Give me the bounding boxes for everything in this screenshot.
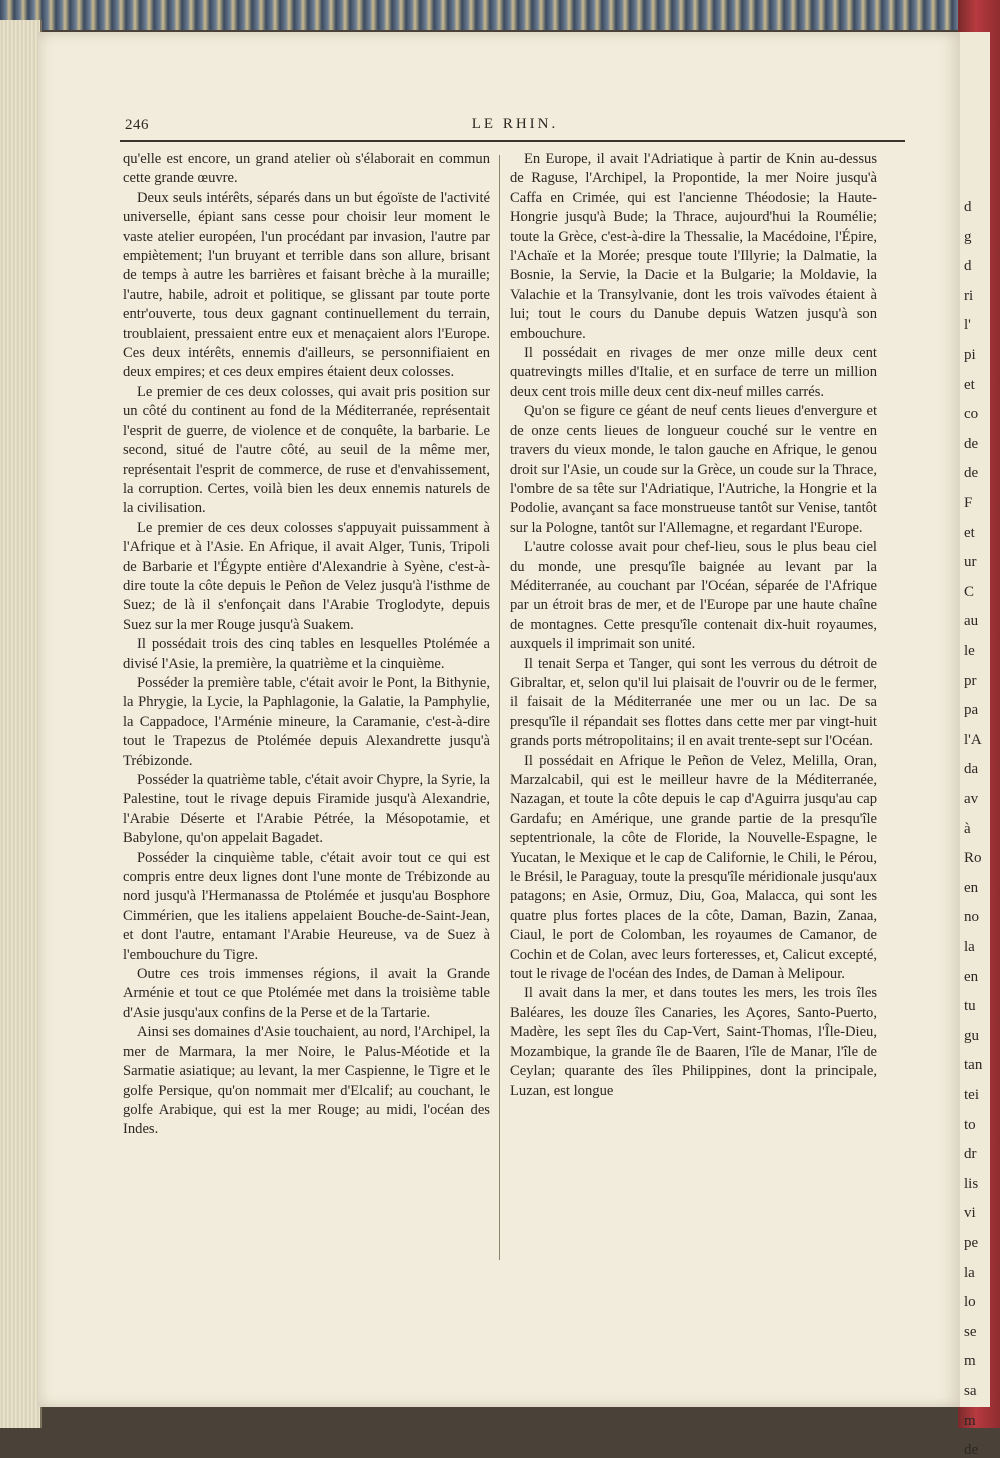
next-page-text-fragment: F	[964, 495, 973, 511]
paragraph: Il possédait en rivages de mer onze mille deux cent quatrevingts milles d'Italie, et en surface de terre un million deux cent trois mille deux cent dix-neuf milles carrés.	[510, 345, 877, 400]
paragraph: L'autre colosse avait pour chef-lieu, sous le plus beau ciel du monde, une presqu'île baignée au levant par la Méditerranée, au couchant par l'Océan, séparée de l'Afrique par un étroit bras de mer, et de l'Europe par une haute chaîne de montagnes. Cette presqu'île contenait dix-huit royaumes, auxquels il imprimait son unité.	[510, 539, 877, 653]
page-number: 246	[125, 117, 149, 133]
next-page-text-fragment: tan	[964, 1057, 983, 1074]
next-page-text-fragment: m	[964, 1353, 976, 1370]
paragraph: Le premier de ces deux colosses s'appuyait puissamment à l'Afrique et à l'Asie. En Afrique, il avait Alger, Tunis, Tripoli de Barbarie et l'Égypte entière d'Alexandrie à Syène, c'est-à-dire toute la côte depuis le Peñon de Velez jusqu'à l'isthme de Suez; de là il s'enfonçait dans l'Arabie Troglodyte, depuis Suez sur la mer Rouge jusqu'à Suakem.	[123, 519, 490, 633]
next-page-text-fragment: lo	[964, 1294, 976, 1311]
next-page-text-fragment: au	[964, 613, 979, 630]
page-stack-edge	[0, 20, 42, 1428]
left-column	[123, 150, 490, 1140]
page-header	[125, 113, 905, 137]
next-page-text-fragment: pi	[964, 347, 976, 363]
right-column	[510, 150, 877, 1101]
next-page-text-fragment: tu	[964, 998, 976, 1015]
next-page-text-fragment: dr	[964, 1146, 977, 1163]
paragraph: Il tenait Serpa et Tanger, qui sont les verrous du détroit de Gibraltar, et, selon qu'il lui plaisait de l'ouvrir ou de le fermer, il faisait de la Méditerranée une mer ou un lac. De sa presqu'île il répandait ses flottes dans cette mer par vingt-huit grands ports métropolitains; il en avait trente-sept sur l'Océan.	[510, 655, 877, 750]
next-page-text-fragment: à	[964, 820, 971, 837]
column-divider	[499, 155, 500, 1260]
next-page-text-fragment: pe	[964, 1235, 979, 1251]
next-page-text-fragment: la	[964, 1264, 975, 1281]
next-page-text-fragment: pr	[964, 672, 977, 689]
next-page-text-fragment: da	[964, 761, 979, 778]
paragraph: Posséder la cinquième table, c'était avoir tout ce qui est compris entre deux lignes dont l'une monte de Trébizonde au nord jusqu'à l'Hermanassa de Ptolémée et jusqu'au Bosphore Cimmérien, que les italiens appelaient Bouche-de-Saint-Jean, et dont l'autre, entamant l'Arabie Heureuse, va de Suez à l'embouchure du Tigre.	[123, 849, 490, 963]
next-page-text-fragment: tei	[964, 1087, 979, 1103]
paragraph: qu'elle est encore, un grand atelier où s'élaborait en commun cette grande œuvre.	[123, 151, 490, 187]
paragraph: Qu'on se figure ce géant de neuf cents lieues d'envergure et de onze cents lieues de longueur couché sur le ventre en travers du vieux monde, le talon gauche en Afrique, le genou droit sur l'Asie, un coude sur la Grèce, un coude sur la Thrace, l'ombre de sa tête sur l'Adriatique, l'Autriche, la Hongrie et la Podolie, avançant sa face monstrueuse tantôt sur Venise, tantôt sur la Pologne, tantôt sur l'Allemagne, et regardant l'Europe.	[510, 403, 877, 536]
book-binding-top	[0, 0, 1000, 30]
next-page-text-fragment: en	[964, 968, 979, 985]
next-page-text-fragment: d	[964, 199, 972, 215]
next-page-text-fragment: m	[964, 1412, 976, 1429]
next-page-text-fragment: de	[964, 465, 979, 482]
next-page-text-fragment: et	[964, 376, 975, 393]
next-page-text-fragment: Ro	[964, 850, 982, 867]
paragraph: Il possédait en Afrique le Peñon de Velez, Melilla, Oran, Marzalcabil, qui est le meilleur havre de la Méditerranée, Nazagan, et toute la côte depuis le cap d'Aguirra jusqu'au cap Gardafu; en Amérique, une grande partie de la presqu'île septentrionale, la côte de Floride, la Nouvelle-Espagne, le Yucatan, le Mexique et le cap de Californie, le Chili, le Pérou, le Brésil, le Paraguay, toute la presqu'île méridionale jusqu'aux patagons; en Asie, Ormuz, Diu, Goa, Malacca, qui sont les quatre plus fortes places de la côte, Daman, Bazin, Zanaa, Ciaul, le port de Colomban, les royaumes de Camanor, de Cochin et de Colan, avec leurs forteresses, et, Calicut excepté, tout le rivage de l'océan des Indes, de Daman à Melipour.	[510, 752, 877, 983]
next-page-text-fragment: et	[964, 524, 975, 541]
next-page-text-fragment: co	[964, 406, 979, 423]
paragraph: Posséder la quatrième table, c'était avoir Chypre, la Syrie, la Palestine, tout le rivage depuis Firamide jusqu'à Alexandrie, l'Arabie Déserte et l'Arabie Pétrée, la Mésopotamie, et Babylone, qu'on appelait Bagadet.	[123, 772, 490, 847]
next-page-text-fragment: ri	[964, 287, 974, 304]
next-page-text-fragment: gu	[964, 1027, 979, 1044]
next-page-text-fragment: de	[964, 1442, 979, 1458]
next-page-text-fragment: sa	[964, 1383, 977, 1399]
next-page-text-fragment: to	[964, 1116, 976, 1133]
paragraph: Il possédait trois des cinq tables en lesquelles Ptolémée a divisé l'Asie, la première, la quatrième et la cinquième.	[123, 636, 490, 672]
next-page-text-fragment: l'	[964, 317, 971, 334]
next-page-text-fragment: de	[964, 435, 979, 452]
paragraph: Outre ces trois immenses régions, il avait la Grande Arménie et tout ce que Ptolémée met dans la troisième table d'Asie jusqu'aux confins de la Perse et de la Tartarie.	[123, 966, 490, 1021]
next-page-text-fragment: d	[964, 258, 972, 275]
next-page-text-fragment: se	[964, 1323, 977, 1340]
next-page-text-fragment: lis	[964, 1175, 979, 1192]
next-page-edge	[958, 32, 990, 1458]
next-page-text-fragment: l'A	[964, 731, 982, 748]
next-page-text-fragment: en	[964, 879, 979, 896]
paragraph: En Europe, il avait l'Adriatique à partir de Knin au-dessus de Raguse, l'Archipel, la Propontide, la mer Noire jusqu'à Caffa en Crimée, qui est l'ancienne Théodosie; la Haute-Hongrie jusqu'à Bude; la Thrace, aujourd'hui la Roumélie; toute la Grèce, c'est-à-dire la Thessalie, la Macédoine, l'Épire, l'Achaïe et la Morée; presque toute l'Illyrie; la Dalmatie, la Bosnie, la Servie, la Dacie et la Bulgarie; la Moldavie, la Valachie et la Transylvanie, dont les trois vaïvodes étaient à lui; tout le cours du Danube depuis Watzen jusqu'à son embouchure.	[510, 151, 877, 342]
running-title: LE RHIN.	[471, 116, 559, 132]
next-page-text-fragment: g	[964, 228, 972, 245]
paragraph: Il avait dans la mer, et dans toutes les mers, les trois îles Baléares, les douze îles Canaries, les Açores, Santo-Puerto, Madère, les sept îles du Cap-Vert, Saint-Thomas, l'Île-Dieu, Mozambique, la grande île de Baaren, l'île de Manar, l'île de Ceylan; quarante des îles Philippines, dont la principale, Luzan, est longue	[510, 985, 877, 1099]
paragraph: Deux seuls intérêts, séparés dans un but égoïste de l'activité universelle, épiant sans cesse pour choisir leur moment le vaste atelier européen, l'un procédant par invasion, l'autre par empiètement; l'un bruyant et terrible dans son allure, brisant de temps à autre les barrières et faisant brèche à la muraille; l'autre, habile, adroit et politique, se glissant par toute porte entr'ouverte, tous deux gagnant continuellement du terrain, troublaient, pressaient entre eux et menaçaient alors l'Europe. Ces deux intérêts, ennemis d'ailleurs, se personnifiaient en deux empires; et ces deux empires étaient deux colosses.	[123, 189, 490, 381]
next-page-text-fragment: ur	[964, 554, 977, 571]
paragraph: Posséder la première table, c'était avoir le Pont, la Bithynie, la Phrygie, la Lycie, la Paphlagonie, la Galatie, la Pamphylie, la Cappadoce, l'Arménie mineure, la Caramanie, c'est-à-dire tout le Trapezus de Ptolémée depuis Alexandrette jusqu'à Trébizonde.	[123, 674, 490, 769]
next-page-text-fragment: le	[964, 643, 975, 659]
next-page-text-fragment: pa	[964, 702, 979, 719]
next-page-text-fragment: vi	[964, 1205, 976, 1222]
next-page-text-fragment: C	[964, 583, 975, 600]
header-rule	[120, 140, 905, 142]
paragraph: Le premier de ces deux colosses, qui avait pris position sur un côté du continent au fond de la Méditerranée, représentait l'esprit de guerre, de violence et de conquête, la barbarie. Le second, situé de l'autre côté, au seuil de la même mer, représentait l'esprit de commerce, de ruse et d'envahissement, la corruption. Certes, voilà bien les deux ennemis naturels de la civilisation.	[123, 383, 490, 517]
next-page-text-fragment: no	[964, 909, 979, 926]
next-page-text-fragment: av	[964, 791, 979, 807]
paragraph: Ainsi ses domaines d'Asie touchaient, au nord, l'Archipel, la mer de Marmara, la mer Noire, le Palus-Méotide et la Sarmatie asiatique; au levant, la mer Caspienne, le Tigre et le golfe Persique, qu'on nommait mer d'Elcalif; au couchant, le golfe Arabique, qui est la mer Rouge; au midi, l'océan des Indes.	[123, 1024, 490, 1138]
next-page-text-fragment: la	[964, 939, 975, 955]
